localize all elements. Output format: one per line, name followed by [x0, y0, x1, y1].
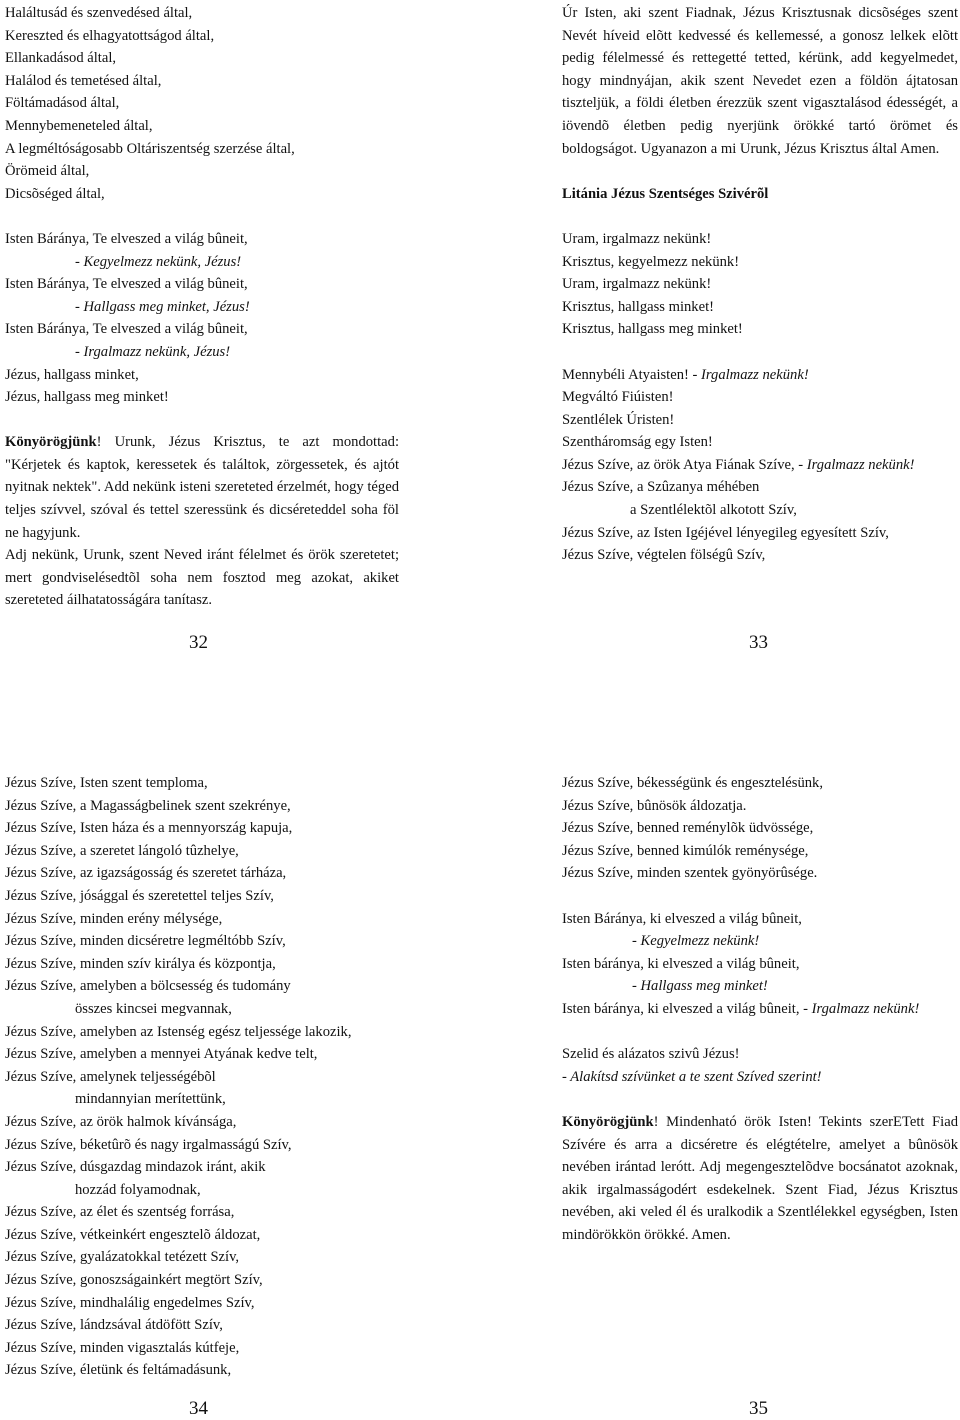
litany-title: Litánia Jézus Szentséges Szivérõl	[562, 185, 769, 202]
heart-invocation: Jézus Szíve, jósággal és szeretettel teljes Szív,	[5, 887, 274, 904]
heart-invocation: Jézus Szíve, amelyben a bölcsesség és tudomány	[5, 978, 291, 995]
heart-invocation: Jézus Szíve, minden szív királya és központja,	[5, 955, 276, 972]
litany-line: Dicsõséged által,	[5, 185, 105, 202]
heart-invocation: Jézus Szíve, vétkeinkért engesztelõ áldozat,	[5, 1226, 261, 1243]
agnus-dei-line: Isten Báránya, Te elveszed a világ bûneit,	[5, 321, 248, 338]
prayer-text: ! Urunk, Jézus Krisztus, te azt mondottad: "Kérjetek és kaptok, keressetek és találtok, zörgessetek, és ajtót nyitnak nektek". Add nekünk isteni szereteted érzelmét, hogy téged teljes szívvel, szóval és tettel szeressünk és dicséreteddel soha föl ne hagyjunk.	[5, 434, 399, 541]
agnus-dei-line: Isten báránya, ki elveszed a világ bûneit,	[562, 955, 800, 972]
heart-invocation: Jézus Szíve, minden dicséretre legméltóbb Szív,	[5, 933, 286, 950]
page-number-33: 33	[749, 632, 768, 653]
litany-line: Halálod és temetésed által,	[5, 72, 162, 89]
heart-invocation-cont: mindannyian merítettünk,	[75, 1091, 226, 1108]
versicle-response: - Alakítsd szívünket a te szent Szíved szerint!	[562, 1068, 822, 1085]
litany-line: Föltámadásod által,	[5, 95, 120, 112]
heart-invocation: Jézus Szíve, a szeretet lángoló tûzhelye,	[5, 842, 239, 859]
heart-invocation: Jézus Szíve, amelynek teljességébõl	[5, 1068, 216, 1085]
heart-invocation: Jézus Szíve, lándzsával átdöfött Szív,	[5, 1317, 223, 1334]
heart-invocation-cont: hozzád folyamodnak,	[75, 1181, 201, 1198]
heart-invocation: Jézus Szíve, az igazságosság és szeretet tárháza,	[5, 865, 287, 882]
invocation-line: Megváltó Fiúisten!	[562, 389, 674, 406]
heart-invocation: Jézus Szíve, bûnösök áldozatja.	[562, 797, 747, 814]
agnus-response: - Hallgass meg minket!	[632, 978, 768, 995]
prayer-paragraph: Úr Isten, aki szent Fiadnak, Jézus Krisztusnak dicsõséges szent Nevét híveid elõtt kedvessé és kellemessé, a gonosz lelkek elõtt pedig félelmessé és rettegetté tetted, kérünk, add kegyelmedet, hogy mindnyájan, akik szent Nevedet ezen a földön ájtatosan tiszteljük, a földi életben érezzük szent vigasztalásod édességét, a iövendõ életben pedig nyerjünk örökké tartó örömet és boldogságot. Ugyanazon a mi Urunk, Jézus Krisztus által Amen.	[562, 5, 958, 157]
kyrie-line: Uram, irgalmazz nekünk!	[562, 230, 712, 247]
litany-line: A legméltóságosabb Oltáriszentség szerzése által,	[5, 140, 295, 157]
page-number-32: 32	[189, 632, 208, 653]
heart-invocation-cont: a Szentlélektõl alkotott Szív,	[630, 502, 797, 519]
agnus-dei-line: Isten Báránya, ki elveszed a világ bûneit,	[562, 910, 802, 927]
prayer-label: Könyörögjünk	[562, 1113, 654, 1130]
invocation-response: - Irgalmazz nekünk!	[798, 456, 915, 473]
heart-invocation: Jézus Szíve, amelyben az Istenség egész teljessége lakozik,	[5, 1023, 352, 1040]
litany-line: Mennybemeneteled által,	[5, 117, 153, 134]
agnus-response: - Kegyelmezz nekünk!	[632, 933, 760, 950]
heart-invocation: Jézus Szíve, az örök halmok kívánsága,	[5, 1113, 237, 1130]
kyrie-line: Uram, irgalmazz nekünk!	[562, 276, 712, 293]
page-33	[562, 2, 958, 567]
heart-invocation: Jézus Szíve, minden erény mélysége,	[5, 910, 223, 927]
heart-invocation: Jézus Szíve, béketûrõ és nagy irgalmasságú Szív,	[5, 1136, 292, 1153]
litany-line: Ellankadásod által,	[5, 50, 117, 67]
agnus-response: - Hallgass meg minket, Jézus!	[75, 298, 250, 315]
heart-invocation: Jézus Szíve, benned reménylõk üdvössége,	[562, 820, 814, 837]
page-35	[562, 772, 958, 1246]
agnus-dei-line: Isten báránya, ki elveszed a világ bûneit, - Irgalmazz nekünk!	[562, 1000, 920, 1017]
heart-invocation: Jézus Szíve, benned kimúlók reménysége,	[562, 842, 809, 859]
heart-invocation: Jézus Szíve, minden vigasztalás kútfeje,	[5, 1339, 240, 1356]
heart-invocation: Jézus Szíve, életünk és feltámadásunk,	[5, 1362, 232, 1379]
agnus-response: - Irgalmazz nekünk!	[803, 1000, 920, 1017]
heart-invocation: Jézus Szíve, békességünk és engesztelésünk,	[562, 775, 823, 791]
prayer-text: ! Mindenható örök Isten! Tekints szerETett Fiad Szívére és arra a dicséretre és elégtételre, amelyet a bûnösök nevében irántad lerótt. Adj megengesztelõdve bocsánatot azoknak, akik irgalmasságodért esdekelnek. Szent Fiad, Jézus Krisztus nevében, aki veled él és uralkodik a Szentlélekkel egységben, Isten mindörökkön örökké. Amen.	[562, 1113, 958, 1243]
agnus-dei-line: Isten Báránya, Te elveszed a világ bûneit,	[5, 276, 248, 293]
heart-invocation: Jézus Szíve, az Isten Igéjével lényegileg egyesített Szív,	[562, 524, 889, 541]
invocation-response: - Irgalmazz nekünk!	[692, 366, 809, 383]
agnus-dei-line: Isten Báránya, Te elveszed a világ bûneit,	[5, 230, 248, 247]
page-34	[5, 772, 425, 1382]
prayer-paragraph	[562, 1111, 958, 1247]
invocation-line: Mennybéli Atyaisten! - Irgalmazz nekünk!	[562, 366, 809, 383]
heart-invocation: Jézus Szíve, a Szûzanya méhében	[562, 479, 760, 496]
heart-invocation: Jézus Szíve, Isten szent temploma,	[5, 775, 208, 791]
kyrie-line: Krisztus, hallgass meg minket!	[562, 321, 743, 338]
heart-invocation: Jézus Szíve, a Magasságbelinek szent szekrénye,	[5, 797, 291, 814]
heart-invocation-cont: összes kincsei megvannak,	[75, 1000, 232, 1017]
litany-line: Örömeid által,	[5, 163, 90, 180]
invocation-line: Jézus Szíve, az örök Atya Fiának Szíve, - Irgalmazz nekünk!	[562, 456, 915, 473]
heart-invocation: Jézus Szíve, Isten háza és a mennyország kapuja,	[5, 820, 293, 837]
prayer-label: Könyörögjünk	[5, 434, 97, 451]
versicle: Szelid és alázatos szivû Jézus!	[562, 1046, 740, 1063]
closing-line: Jézus, hallgass minket,	[5, 366, 139, 383]
litany-line: Kereszted és elhagyatottságod által,	[5, 27, 215, 44]
invocation-line: Szentlélek Úristen!	[562, 411, 675, 428]
heart-invocation: Jézus Szíve, dúsgazdag mindazok iránt, akik	[5, 1159, 266, 1176]
heart-invocation: Jézus Szíve, minden szentek gyönyörûsége.	[562, 865, 818, 882]
agnus-response: - Irgalmazz nekünk, Jézus!	[75, 343, 231, 360]
heart-invocation: Jézus Szíve, gonoszságainkért megtört Szív,	[5, 1272, 263, 1289]
prayer-paragraph	[5, 431, 399, 612]
page-number-34: 34	[189, 1398, 208, 1419]
heart-invocation: Jézus Szíve, amelyben a mennyei Atyának kedve telt,	[5, 1046, 318, 1063]
kyrie-line: Krisztus, hallgass minket!	[562, 298, 714, 315]
agnus-response: - Kegyelmezz nekünk, Jézus!	[75, 253, 242, 270]
page-number-35: 35	[749, 1398, 768, 1419]
heart-invocation: Jézus Szíve, az élet és szentség forrása,	[5, 1204, 235, 1221]
prayer-text-2: Adj nekünk, Urunk, szent Neved iránt félelmet és örök szeretetet; mert gondviselésedtõl soha nem fosztod meg azokat, akiket szereteted áilhatatosságára tanítasz.	[5, 547, 399, 609]
litany-line: Haláltusád és szenvedésed által,	[5, 5, 193, 21]
kyrie-line: Krisztus, kegyelmezz nekünk!	[562, 253, 740, 270]
page-32	[5, 2, 399, 612]
heart-invocation: Jézus Szíve, végtelen fölségû Szív,	[562, 547, 766, 564]
heart-invocation: Jézus Szíve, gyalázatokkal tetézett Szív,	[5, 1249, 240, 1266]
heart-invocation: Jézus Szíve, mindhalálig engedelmes Szív,	[5, 1294, 255, 1311]
closing-line: Jézus, hallgass meg minket!	[5, 389, 169, 406]
invocation-line: Szentháromság egy Isten!	[562, 434, 713, 451]
